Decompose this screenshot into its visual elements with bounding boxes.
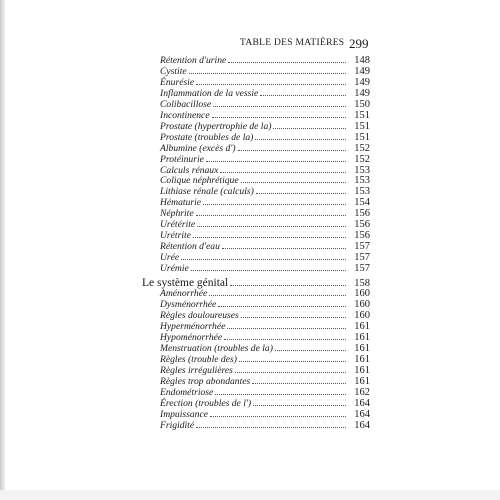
page-edge-shadow [0,0,5,500]
toc-entry-label: Néphrite [160,208,194,220]
dot-leader [218,299,346,307]
dot-leader [181,252,346,260]
toc-entry-label: Prostate (hypertrophie de la) [160,120,272,132]
toc-entry [140,197,370,208]
toc-entry-page: 152 [354,153,370,165]
dot-leader [239,354,346,362]
dot-leader [220,165,346,173]
dot-leader [209,288,346,296]
toc-entry [140,420,370,431]
dot-leader [255,132,346,140]
toc-entry-page: 151 [354,109,370,121]
toc-entry-label: Érection (troubles de l') [160,397,252,409]
toc-entry-label: Colibacillose [160,98,212,110]
toc-entry-page: 148 [354,55,370,66]
toc-entry [140,398,370,409]
toc-entry-page: 162 [354,387,370,398]
toc-entry-label: Lithiase rénale (calculs) [160,186,254,198]
dot-leader [228,55,346,63]
toc-entry [140,132,370,143]
toc-entry-label: Urétérite [160,219,196,231]
toc-entry-label: Inflammation de la vessie [160,87,259,99]
toc-entry-label: Albumine (excès d') [160,142,236,154]
toc-entry-page: 153 [354,175,370,187]
toc-entry [140,88,370,99]
toc-entry-page: 161 [354,376,370,388]
toc-section [140,277,370,288]
dot-leader [260,88,346,96]
toc-entry [140,321,370,332]
toc-entry [140,154,370,165]
toc-entry [140,121,370,132]
toc-entry [140,263,370,274]
toc-entry-label: Frigidité [160,419,195,431]
toc-entry-label: Hyperménorrhée [160,321,226,333]
dot-leader [196,208,346,216]
dot-leader [252,376,346,384]
toc-entry-label: Incontinence [160,109,210,121]
toc-entry-label: Rétention d'urine [160,55,227,66]
toc-entry-page: 150 [354,98,370,110]
page-bottom-margin [0,490,500,500]
toc-entry-page: 160 [354,288,370,300]
dot-leader [197,219,346,227]
toc-entry-label: Menstruation (troubles de la) [160,343,273,355]
toc-entry-page: 160 [354,310,370,322]
dot-leader [212,110,346,118]
toc-entry-label: Endométriose [160,387,214,398]
toc-entry-label: Calculs rénaux [160,164,219,176]
toc-entry-page: 161 [354,354,370,366]
toc-entry [140,310,370,321]
toc-entry-page: 161 [354,343,370,355]
toc-entry-label: Urée [160,252,180,264]
toc-entry-label: Hypoménorrhée [160,332,223,344]
toc-entry [140,387,370,398]
toc-entry-label: Colique néphrétique [160,175,239,187]
toc-entry [140,299,370,310]
toc-entry [140,241,370,252]
dot-leader [196,77,346,85]
toc-entry [140,66,370,77]
toc-entry [140,186,370,197]
toc-entry-label: Prostate (troubles de la) [160,131,254,143]
dot-leader [222,241,346,249]
toc-entry [140,343,370,354]
toc-entry [140,110,370,121]
toc-entry [140,99,370,110]
toc-entry-page: 158 [354,278,370,289]
dot-leader [224,332,346,340]
toc-entry-label: Le système génital [142,277,229,289]
toc-entry [140,252,370,263]
toc-entry-page: 153 [354,164,370,176]
dot-leader [238,143,346,151]
toc-entry-page: 157 [354,263,370,275]
toc-entry [140,208,370,219]
toc-entry [140,288,370,299]
dot-leader [256,186,346,194]
toc-entry-page: 151 [354,131,370,143]
toc-entry [140,332,370,343]
toc-entry-page: 161 [354,332,370,344]
dot-leader [191,263,346,271]
dot-leader [196,420,346,428]
toc-entry [140,165,370,176]
toc-entry-label: Règles (trouble des) [160,354,237,366]
toc-entry-label: Protéinurie [160,153,204,165]
toc-entry-page: 161 [354,365,370,377]
dot-leader [241,175,346,183]
toc-entry [140,376,370,387]
toc-entry-page: 164 [354,397,370,409]
toc-entry [140,143,370,154]
dot-leader [253,398,346,406]
dot-leader [203,197,346,205]
toc-entry-page: 164 [354,408,370,420]
toc-entry-label: Hématurie [160,197,202,209]
toc-entry [140,354,370,365]
toc-entry-label: Rétention d'eau [160,241,220,253]
toc-entry [140,365,370,376]
toc-entry-page: 156 [354,208,370,220]
dot-leader [235,365,346,373]
page-number: 299 [349,36,369,51]
toc-entry [140,175,370,186]
toc-entry-label: Cystite [160,65,187,77]
toc-entry-label: Aménorrhée [160,288,208,300]
dot-leader [275,343,346,351]
toc-entry [140,409,370,420]
toc-entry-label: Urétrite [160,230,191,242]
dot-leader [215,387,346,395]
dot-leader [273,121,346,129]
toc-entry-page: 164 [354,419,370,431]
toc-entry-label: Impuissance [160,408,208,420]
toc-entry-page: 152 [354,142,370,154]
dot-leader [241,310,346,318]
toc-entry-label: Urémie [160,263,189,275]
dot-leader [210,409,346,417]
toc-entry-page: 149 [354,76,370,88]
dot-leader [213,99,346,107]
toc-entry [140,77,370,88]
toc-entry-page: 160 [354,299,370,311]
toc-entry [140,55,370,66]
toc-entry-label: Règles douloureuses [160,310,239,322]
toc-entry [140,219,370,230]
dot-leader [189,66,346,74]
toc-entry-page: 157 [354,241,370,253]
toc-entry-label: Dysménorrhée [160,299,217,311]
toc-entry-page: 156 [354,219,370,231]
dot-leader [206,154,346,162]
toc-entry-page: 161 [354,321,370,333]
toc-entry-page: 156 [354,230,370,242]
header-title: TABLE DES MATIÈRES [240,38,345,48]
toc-entry-label: Énurésie [160,76,195,88]
toc-entry-page: 149 [354,87,370,99]
dot-leader [230,278,346,286]
toc-entry-page: 157 [354,252,370,264]
toc-entry-label: Règles trop abondantes [160,376,251,388]
toc-entry-page: 149 [354,65,370,77]
toc-entry-label: Règles irrégulières [160,365,233,377]
toc-entry-page: 153 [354,186,370,198]
dot-leader [193,230,346,238]
toc-entry [140,230,370,241]
toc-entry-page: 154 [354,197,370,209]
toc-entry-page: 151 [354,120,370,132]
dot-leader [227,321,346,329]
